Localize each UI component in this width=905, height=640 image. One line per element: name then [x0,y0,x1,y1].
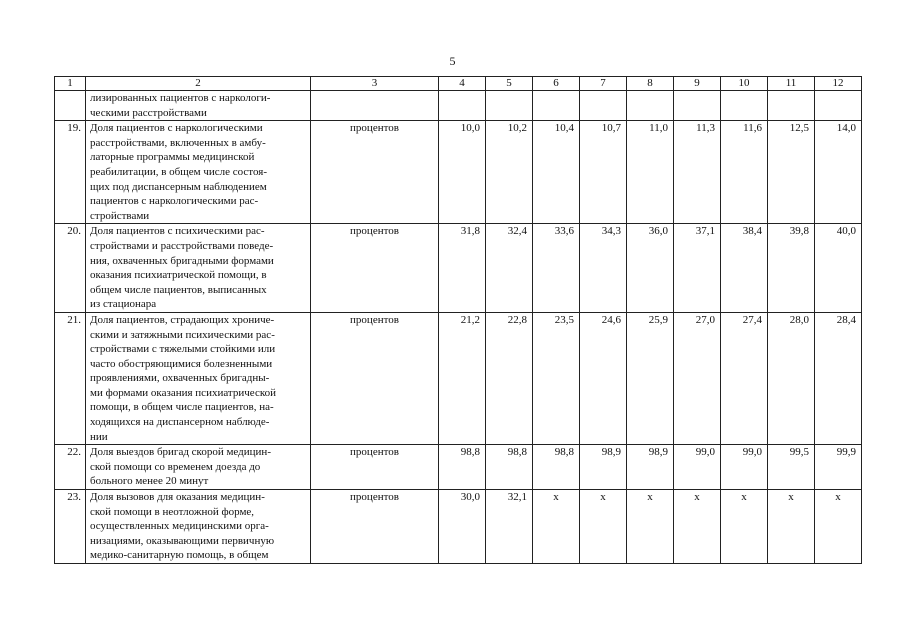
value-cell: 38,4 [721,224,768,313]
row-number: 19. [55,121,86,224]
value-cell: 24,6 [580,312,627,444]
value-cell [721,91,768,121]
description-line: ской помощи в неотложной форме, [90,505,255,518]
value-cell: х [721,490,768,564]
value-cell: 10,4 [533,121,580,224]
table-row [55,312,862,444]
description-line: ми формами оказания психиатрической [90,386,277,399]
value-cell: 23,5 [533,312,580,444]
table-row [55,121,862,224]
description-line: пациентов с наркологическими рас- [90,195,259,208]
description-line: нии [90,430,108,443]
value-cell [768,91,815,121]
value-cell: х [533,490,580,564]
description-line: лизированных пациентов с наркологи- [90,92,271,104]
description-line: ходящихся на диспансерном наблюде- [90,416,270,429]
description-line: медико-санитарную помощь, в общем [90,549,269,562]
indicator-description [86,121,311,224]
description-line: Доля выездов бригад скорой медицин- [90,446,271,459]
value-cell: 98,8 [439,445,486,490]
value-cell: 32,1 [486,490,533,564]
indicator-description [86,490,311,564]
value-cell: 33,6 [533,224,580,313]
value-cell: 40,0 [815,224,862,313]
indicator-description [86,445,311,490]
row-number [55,91,86,121]
description-line: больного менее 20 минут [90,475,209,488]
description-line: расстройствами, включенных в амбу- [90,136,266,149]
row-number: 23. [55,490,86,564]
value-cell: 98,9 [627,445,674,490]
value-cell: 28,0 [768,312,815,444]
description-line: стройствами [90,209,150,222]
description-line: ской помощи со временем доезда до [90,460,261,473]
value-cell: 10,7 [580,121,627,224]
column-header: 4 [439,77,486,91]
value-cell: 14,0 [815,121,862,224]
value-cell: х [815,490,862,564]
value-cell [439,91,486,121]
description-line: Доля пациентов с психическими рас- [90,225,265,238]
value-cell [533,91,580,121]
row-number: 21. [55,312,86,444]
description-line: Доля вызовов для оказания медицин- [90,491,265,504]
value-cell [486,91,533,121]
header-row [55,77,862,91]
value-cell: 98,8 [486,445,533,490]
description-line: стройствами с тяжелыми стойкими или [90,343,276,356]
column-header: 3 [311,77,439,91]
value-cell: 30,0 [439,490,486,564]
value-cell: 10,2 [486,121,533,224]
value-cell: 99,0 [721,445,768,490]
value-cell: 12,5 [768,121,815,224]
description-line: низациями, оказывающими первичную [90,534,275,547]
description-line: щих под диспансерным наблюдением [90,180,267,193]
value-cell: 22,8 [486,312,533,444]
column-header: 9 [674,77,721,91]
column-header: 12 [815,77,862,91]
value-cell: 31,8 [439,224,486,313]
value-cell [627,91,674,121]
value-cell [580,91,627,121]
description-line: ческими расстройствами [90,106,207,119]
value-cell: х [674,490,721,564]
description-line: скими и затяжными психическими рас- [90,328,275,341]
value-cell: 39,8 [768,224,815,313]
value-cell: 25,9 [627,312,674,444]
description-line: Доля пациентов, страдающих хрониче- [90,313,275,326]
description-line: проявлениями, охваченных бригадны- [90,372,270,385]
column-header: 7 [580,77,627,91]
column-header: 6 [533,77,580,91]
value-cell: 32,4 [486,224,533,313]
page-number: 5 [449,54,456,68]
description-line: из стационара [90,298,157,311]
table-row [55,445,862,490]
value-cell: 34,3 [580,224,627,313]
table-body [55,77,862,564]
description-line: часто обостряющимися болезненными [90,357,273,370]
column-header: 10 [721,77,768,91]
description-line: стройствами и расстройствами поведе- [90,239,274,252]
value-cell: х [627,490,674,564]
indicator-description [86,91,311,121]
column-header: 11 [768,77,815,91]
value-cell: 11,3 [674,121,721,224]
value-cell: х [580,490,627,564]
column-header: 1 [55,77,86,91]
value-cell: 98,9 [580,445,627,490]
unit-cell: процентов [311,445,439,490]
value-cell: 98,8 [533,445,580,490]
value-cell: 10,0 [439,121,486,224]
unit-cell: процентов [311,312,439,444]
row-number: 22. [55,445,86,490]
description-line: общем числе пациентов, выписанных [90,283,267,296]
value-cell [674,91,721,121]
description-line: Доля пациентов с наркологическими [90,122,263,135]
description-line: оказания психиатрической помощи, в [90,269,267,282]
value-cell: 11,0 [627,121,674,224]
value-cell: 27,4 [721,312,768,444]
value-cell: 21,2 [439,312,486,444]
column-header: 5 [486,77,533,91]
unit-cell: процентов [311,121,439,224]
unit-cell: процентов [311,490,439,564]
value-cell: 36,0 [627,224,674,313]
description-line: ния, охваченных бригадными формами [90,254,274,267]
value-cell: 28,4 [815,312,862,444]
value-cell: 11,6 [721,121,768,224]
row-number: 20. [55,224,86,313]
indicator-description [86,224,311,313]
unit-cell: процентов [311,224,439,313]
table-row [55,490,862,564]
value-cell: 99,5 [768,445,815,490]
table-row [55,224,862,313]
value-cell [815,91,862,121]
description-line: помощи, в общем числе пациентов, на- [90,401,274,414]
description-line: осуществленных медицинскими орга- [90,520,269,533]
indicator-description [86,312,311,444]
column-header: 2 [86,77,311,91]
value-cell: х [768,490,815,564]
column-header: 8 [627,77,674,91]
value-cell: 99,9 [815,445,862,490]
unit-cell [311,91,439,121]
description-line: реабилитации, в общем числе состоя- [90,165,267,178]
indicators-table [54,76,862,564]
value-cell: 27,0 [674,312,721,444]
table-row [55,91,862,121]
value-cell: 99,0 [674,445,721,490]
value-cell: 37,1 [674,224,721,313]
description-line: латорные программы медицинской [90,151,255,164]
